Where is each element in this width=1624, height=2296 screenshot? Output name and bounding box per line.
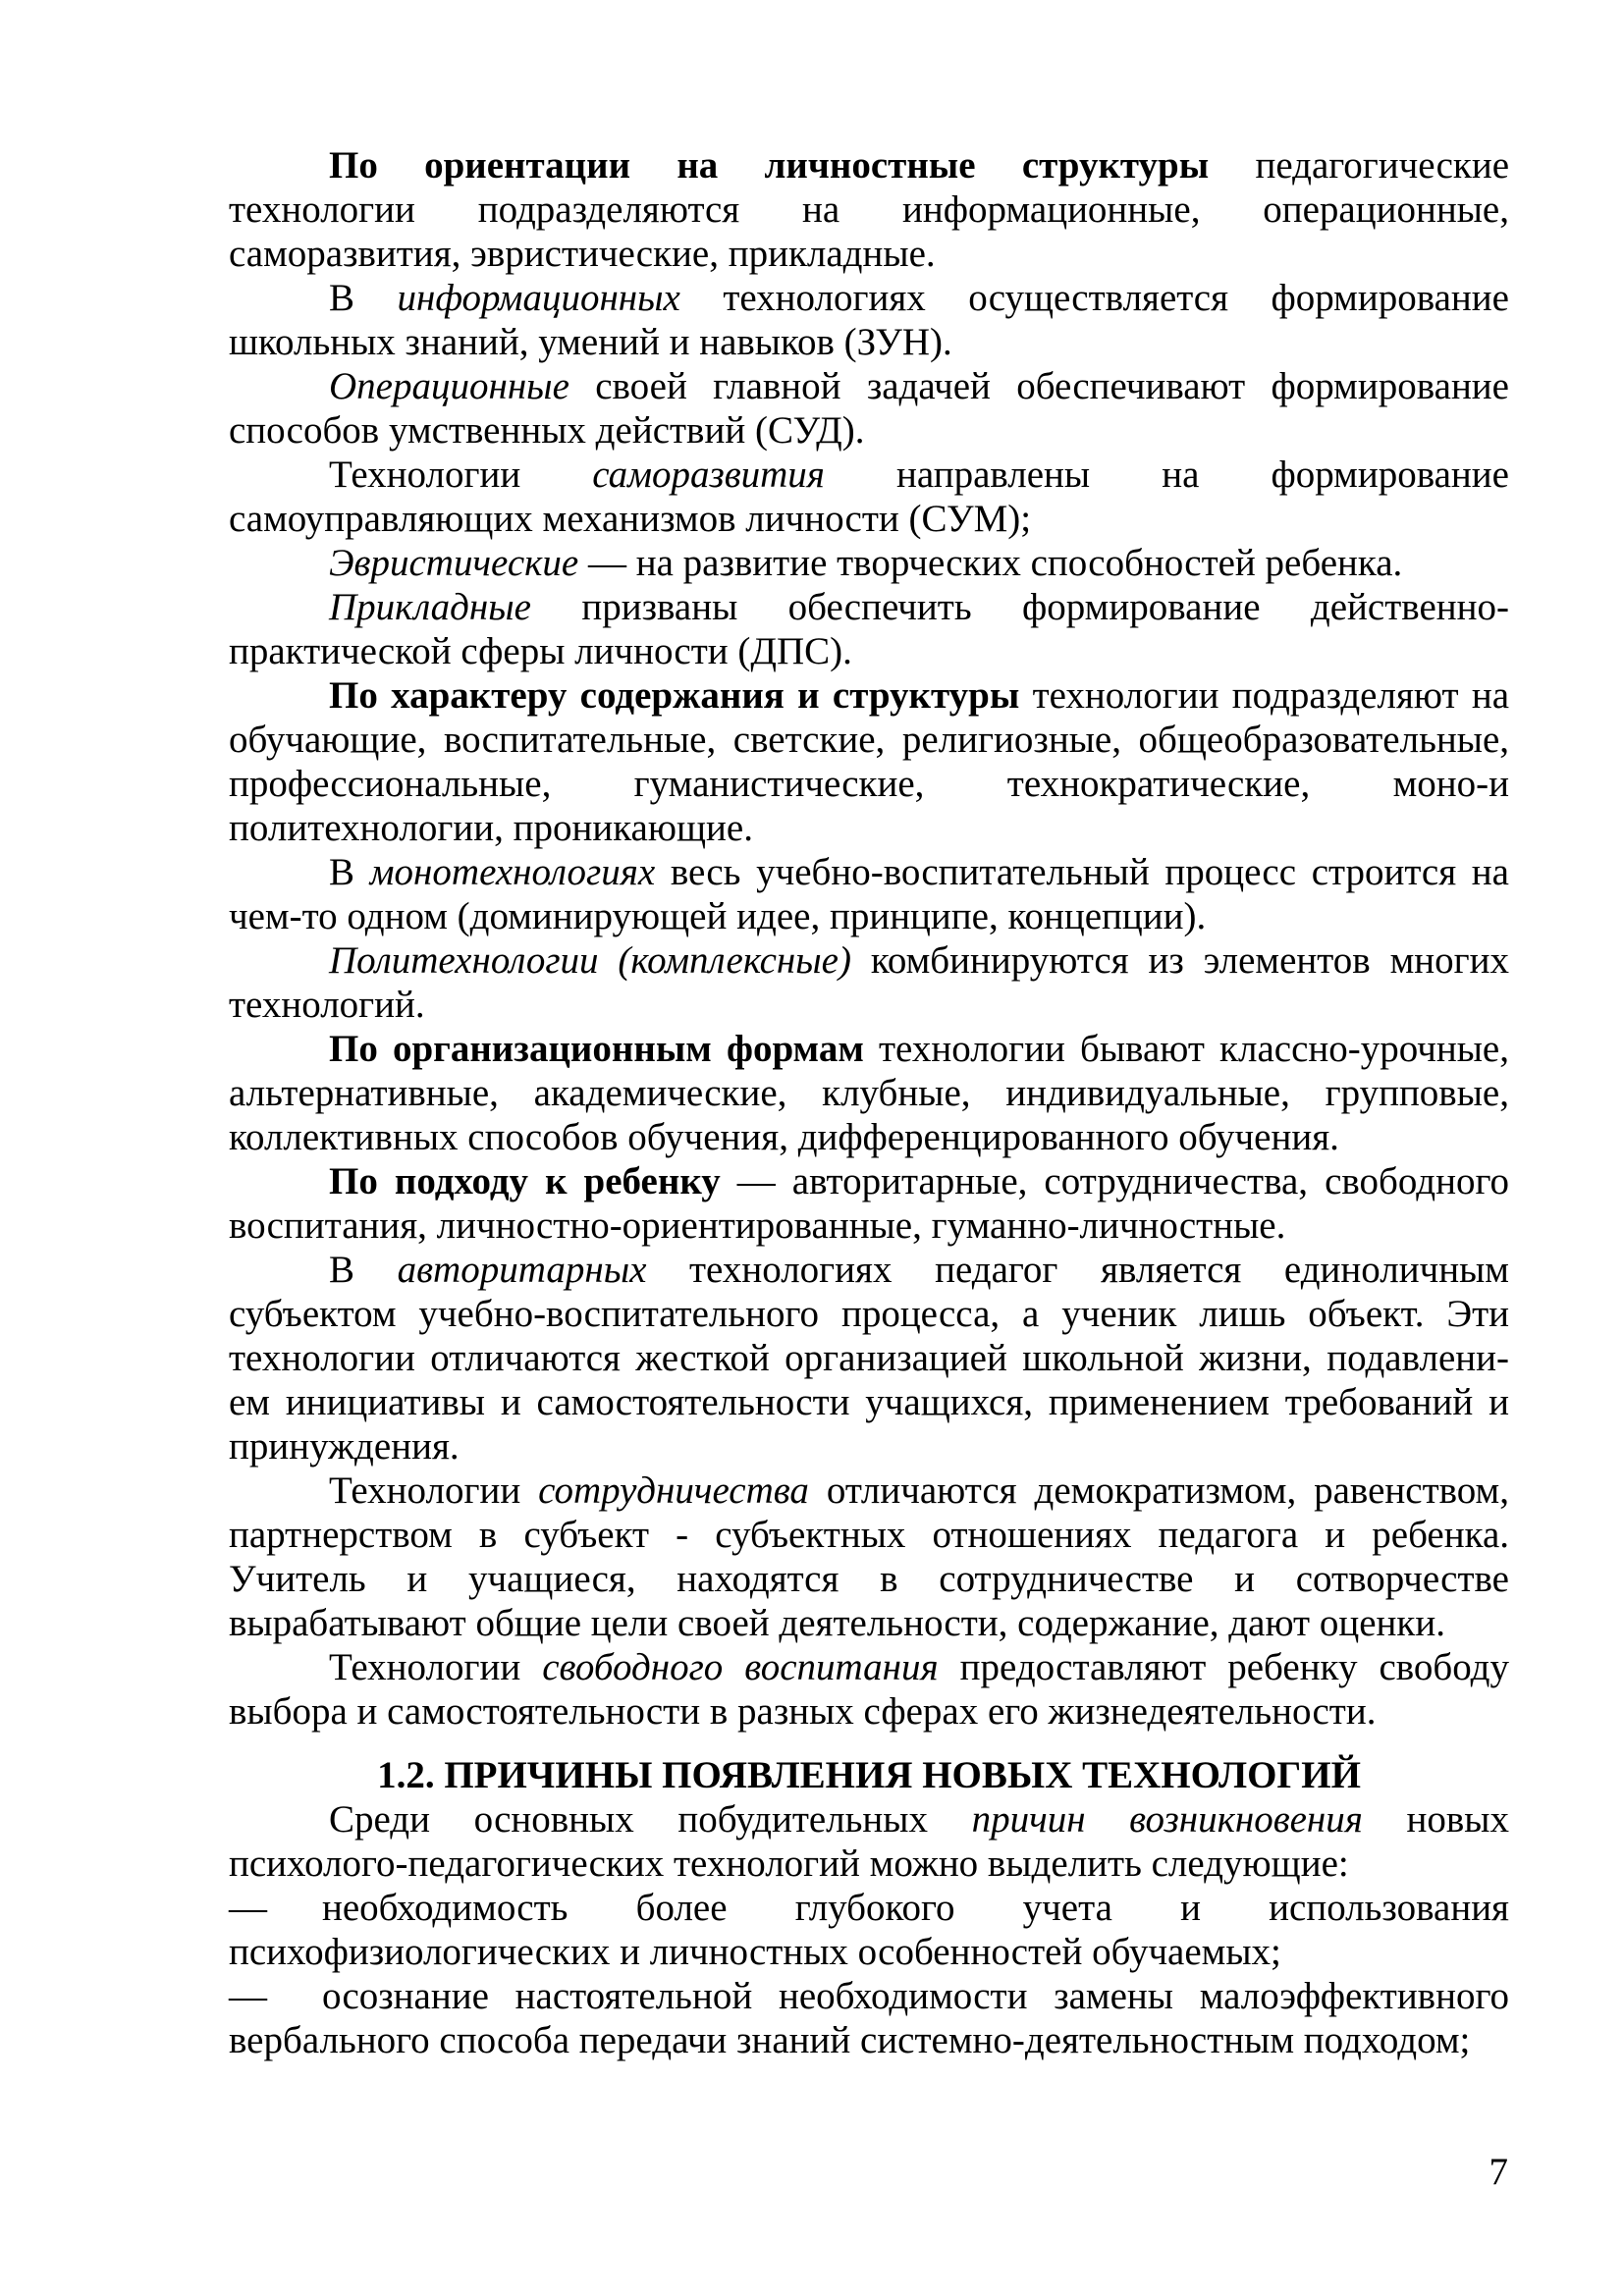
paragraph bbox=[229, 1797, 1509, 1886]
paragraph bbox=[229, 673, 1509, 850]
paragraph bbox=[229, 1027, 1509, 1159]
text-run-normal: технологиях педагог является единоличным субъектом учебно-воспитательного процесса, а ученик лишь объект. Эти технологии отличаются жесткой организацией школьной жизни, подавлени-ем инициативы и самостоятельности учащихся, применением требований и принуждения. bbox=[229, 1249, 1509, 1468]
text-run-normal: отличаются демократизмом, равенством, партнерством в субъект - субъектных отношениях педагога и ребенка. Учитель и учащиеся, находятся в сотрудничестве и сотворчестве вырабатывают общие цели своей деятельности, содержание, дают оценки. bbox=[229, 1469, 1509, 1644]
text-run-italic: Операционные bbox=[329, 365, 569, 407]
text-run-italic: причин возникновения bbox=[971, 1798, 1363, 1841]
text-run-italic: Политехнологии (комплексные) bbox=[329, 939, 851, 982]
text-run-italic: авторитарных bbox=[397, 1249, 647, 1291]
text-run-normal: — авторитарные, сотрудничества, свободного воспитания, личностно-ориентированные, гуманно-личностные. bbox=[229, 1160, 1509, 1247]
paragraph bbox=[229, 276, 1509, 364]
text-run-normal: Среди основных побудительных bbox=[329, 1798, 972, 1841]
text-run-normal: направлены на формирование самоуправляющих механизмов личности (СУМ); bbox=[229, 454, 1509, 540]
text-run-normal: В bbox=[329, 1249, 398, 1291]
text-run-normal: призваны обеспечить формирование действенно-практической сферы личности (ДПС). bbox=[229, 586, 1509, 672]
text-run-normal: предоставляют ребенку свободу выбора и самостоятельности в разных сферах его жизнедеятельности. bbox=[229, 1646, 1509, 1733]
paragraph bbox=[229, 1645, 1509, 1734]
paragraph bbox=[229, 850, 1509, 938]
text-run-normal: Технологии bbox=[329, 1646, 543, 1688]
paragraph bbox=[229, 1159, 1509, 1248]
list-item bbox=[229, 1974, 1509, 2062]
text-run-normal: В bbox=[329, 277, 398, 319]
text-run-italic: Эвристические bbox=[329, 542, 579, 584]
list-dash-marker: — bbox=[229, 1887, 267, 1929]
text-run-italic: Прикладные bbox=[329, 586, 531, 628]
text-run-italic: свободного воспитания bbox=[542, 1646, 939, 1688]
page-number: 7 bbox=[1489, 2151, 1508, 2193]
text-run-normal: технологии подразделяют на обучающие, воспитательные, светские, религиозные, общеобразовательные, профессиональные, гуманистические, технократические, моно-и политехнологии, проникающие. bbox=[229, 674, 1510, 849]
list-dash-marker: — bbox=[229, 1975, 267, 2017]
list-item bbox=[229, 1886, 1509, 1974]
text-run-italic: монотехнологиях bbox=[369, 851, 656, 893]
text-run-normal: весь учебно-воспитательный процесс строится на чем-то одном (доминирующей идее, принципе, концепции). bbox=[229, 851, 1509, 937]
text-run-normal: — на развитие творческих способностей ребенка. bbox=[578, 542, 1403, 584]
paragraph bbox=[229, 1468, 1509, 1645]
paragraph bbox=[229, 143, 1509, 276]
text-run-normal: технологии бывают классно-урочные, альтернативные, академические, клубные, индивидуальные, групповые, коллективных способов обучения, дифференцированного обучения. bbox=[229, 1028, 1509, 1158]
paragraph bbox=[229, 364, 1509, 453]
text-run-normal: В bbox=[329, 851, 370, 893]
text-run-normal: своей главной задачей обеспечивают формирование способов умственных действий (СУД). bbox=[229, 365, 1509, 452]
paragraph bbox=[229, 453, 1509, 541]
text-run-normal: необходимость более глубокого учета и использования психофизиологических и личностных особенностей обучаемых; bbox=[229, 1887, 1509, 1973]
text-run-italic: информационных bbox=[397, 277, 680, 319]
paragraph bbox=[229, 938, 1509, 1027]
text-run-normal: технологиях осуществляется формирование школьных знаний, умений и навыков (ЗУН). bbox=[229, 277, 1509, 363]
text-run-bold: По ориентации на личностные структуры bbox=[329, 144, 1210, 187]
text-run-normal: комбинируются из элементов многих технологий. bbox=[229, 939, 1510, 1026]
text-run-bold: По характеру содержания и структуры bbox=[329, 674, 1020, 717]
paragraph bbox=[229, 1248, 1509, 1468]
text-run-normal: Технологии bbox=[329, 454, 593, 496]
text-run-bold: По организационным формам bbox=[329, 1028, 864, 1070]
paragraph bbox=[229, 585, 1509, 673]
text-run-bold: 1.2. ПРИЧИНЫ ПОЯВЛЕНИЯ НОВЫХ ТЕХНОЛОГИЙ bbox=[377, 1754, 1361, 1796]
paragraph bbox=[229, 541, 1509, 585]
text-column bbox=[229, 143, 1509, 2062]
text-run-italic: саморазвития bbox=[592, 454, 825, 496]
text-run-normal: педагогические технологии подразделяются на информационные, операционные, саморазвития, эвристические, прикладные. bbox=[229, 144, 1510, 275]
text-run-bold: По подходу к ребенку bbox=[329, 1160, 721, 1202]
section-heading bbox=[229, 1753, 1509, 1797]
text-run-normal: новых психолого-педагогических технологий можно выделить следующие: bbox=[229, 1798, 1509, 1885]
text-run-italic: сотрудничества bbox=[538, 1469, 809, 1512]
text-run-normal: Технологии bbox=[329, 1469, 539, 1512]
text-run-normal: осознание настоятельной необходимости замены малоэффективного вербального способа передачи знаний системно-деятельностным подходом; bbox=[229, 1975, 1509, 2061]
